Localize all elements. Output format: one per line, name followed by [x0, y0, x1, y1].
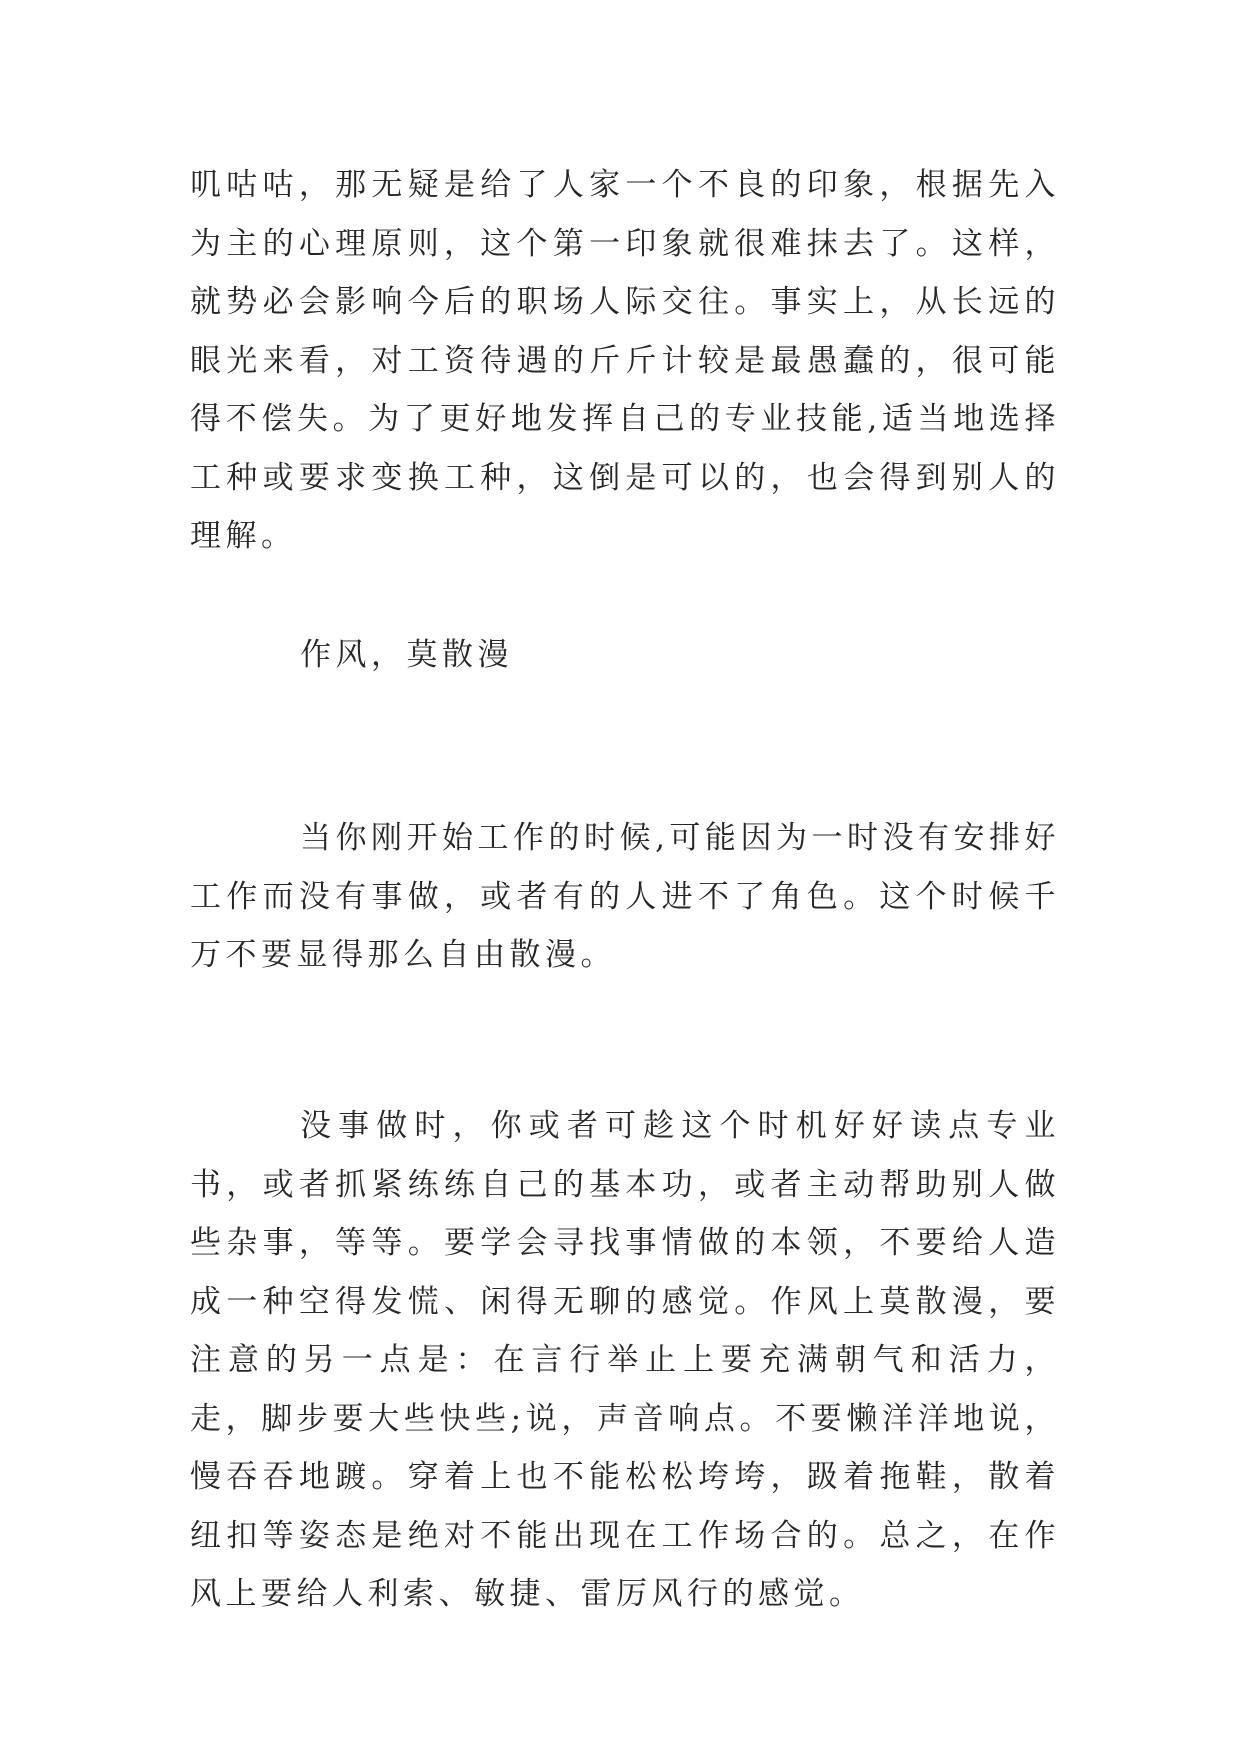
section-heading: 作风，莫散漫	[300, 637, 513, 673]
body-paragraph: 没事做时，你或者可趁这个时机好好读点专业书，或者抓紧练练自己的基本功，或者主动帮助别人做些杂事，等等。要学会寻找事情做的本领，不要给人造成一种空得发慌、闲得无聊的感觉。作风上莫散漫，要注意的另一点是：在言行举止上要充满朝气和活力，走，脚步要大些快些;说，声音响点。不要懒洋洋地说，慢吞吞地踱。穿着上也不能松松垮垮，趿着拖鞋，散着纽扣等姿态是绝对不能出现在工作场合的。总之，在作风上要给人利索、敏捷、雷厉风行的感觉。	[190, 1108, 1060, 1612]
body-paragraph: 叽咕咕，那无疑是给了人家一个不良的印象，根据先入为主的心理原则，这个第一印象就很难抹去了。这样，就势必会影响今后的职场人际交往。事实上，从长远的眼光来看，对工资待遇的斤斤计较是最愚蠢的，很可能得不偿失。为了更好地发挥自己的专业技能,适当地选择工种或要求变换工种，这倒是可以的，也会得到别人的理解。	[190, 167, 1060, 554]
body-paragraph: 当你刚开始工作的时候,可能因为一时没有安排好工作而没有事做，或者有的人进不了角色。这个时候千万不要显得那么自由散漫。	[190, 820, 1060, 973]
